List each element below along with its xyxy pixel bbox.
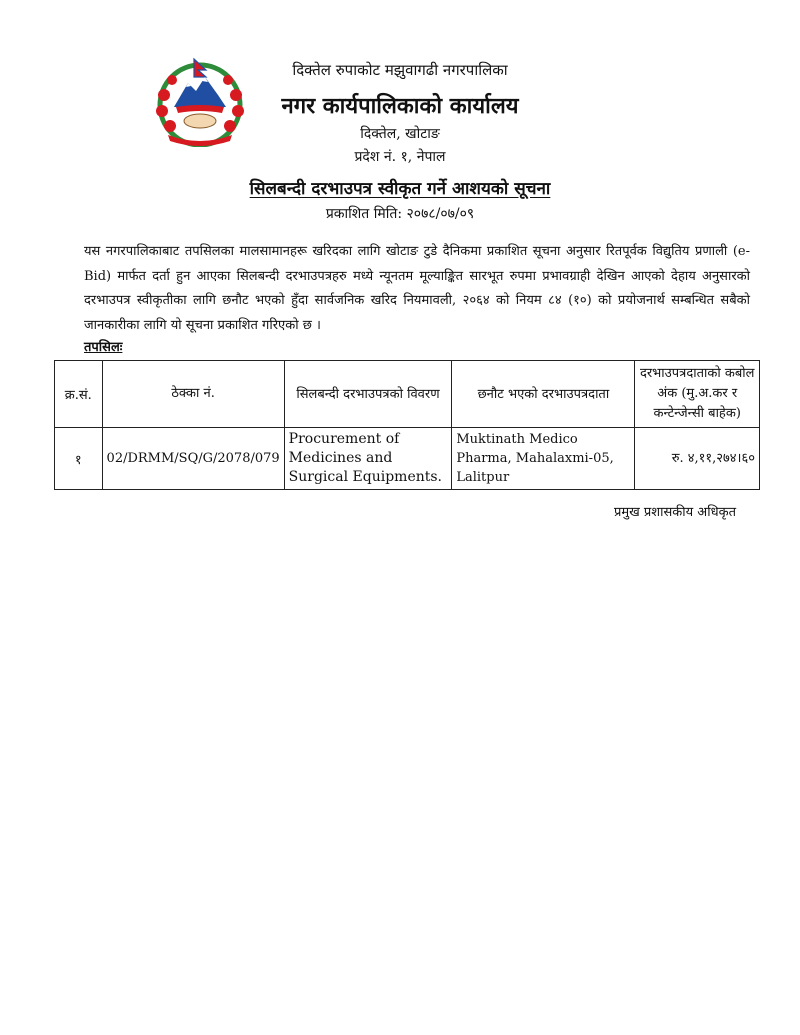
published-date: प्रकाशित मिति: २०७८/०७/०९ <box>325 206 475 222</box>
table-header-row <box>55 361 760 428</box>
header-amount: दरभाउपत्रदाताको कबोल अंक (मु.अ.कर र कन्टेन्जेन्सी बाहेक) <box>635 361 760 428</box>
header-sn: क्र.सं. <box>55 361 103 428</box>
province: प्रदेश नं. १, नेपाल <box>354 149 446 165</box>
office-name: नगर कार्यपालिकाको कार्यालय <box>281 93 519 119</box>
notice-title: सिलबन्दी दरभाउपत्र स्वीकृत गर्ने आशयको सूचना <box>249 179 551 199</box>
header-selected-bidder: छनौट भएको दरभाउपत्रदाता <box>452 361 635 428</box>
header-contract-no: ठेक्का नं. <box>102 361 284 428</box>
award-table <box>54 360 760 490</box>
cell-description: Procurement of Medicines and Surgical Equipments. <box>284 428 452 490</box>
signatory-title: प्रमुख प्रशासकीय अधिकृत <box>613 505 736 520</box>
cell-selected-bidder: Muktinath Medico Pharma, Mahalaxmi-05, Lalitpur <box>452 428 635 490</box>
municipality-name: दिक्तेल रुपाकोट मझुवागढी नगरपालिका <box>292 61 508 79</box>
cell-contract-no: 02/DRMM/SQ/G/2078/079 <box>102 428 284 490</box>
cell-sn: १ <box>55 428 103 490</box>
notice-body: यस नगरपालिकाबाट तपसिलका मालसामानहरू खरिदका लागि खोटाङ टुडे दैनिकमा प्रकाशित सूचना अनुसार रितपूर्वक विद्युतिय प्रणाली (e-Bid) मार्फत दर्ता हुन आएका सिलबन्दी दरभाउपत्रहरु मध्ये न्यूनतम मूल्याङ्कित सारभूत रुपमा प्रभावग्राही देखिन आएको देहाय अनुसारको दरभाउपत्र स्वीकृतीका लागि छनौट भएको हुँदा सार्वजनिक खरिद नियमावली, २०६४ को नियम ८४ (१०) को प्रयोजनार्थ सम्बन्धित सबैको जानकारीका लागि यो सूचना प्रकाशित गरिएको छ । <box>84 244 750 333</box>
table-row <box>55 428 760 490</box>
header-description: सिलबन्दी दरभाउपत्रको विवरण <box>284 361 452 428</box>
office-location: दिक्तेल, खोटाङ <box>360 126 440 142</box>
cell-amount: रु. ४,११,२७४।६० <box>635 428 760 490</box>
details-label: तपसिलः <box>84 340 123 355</box>
